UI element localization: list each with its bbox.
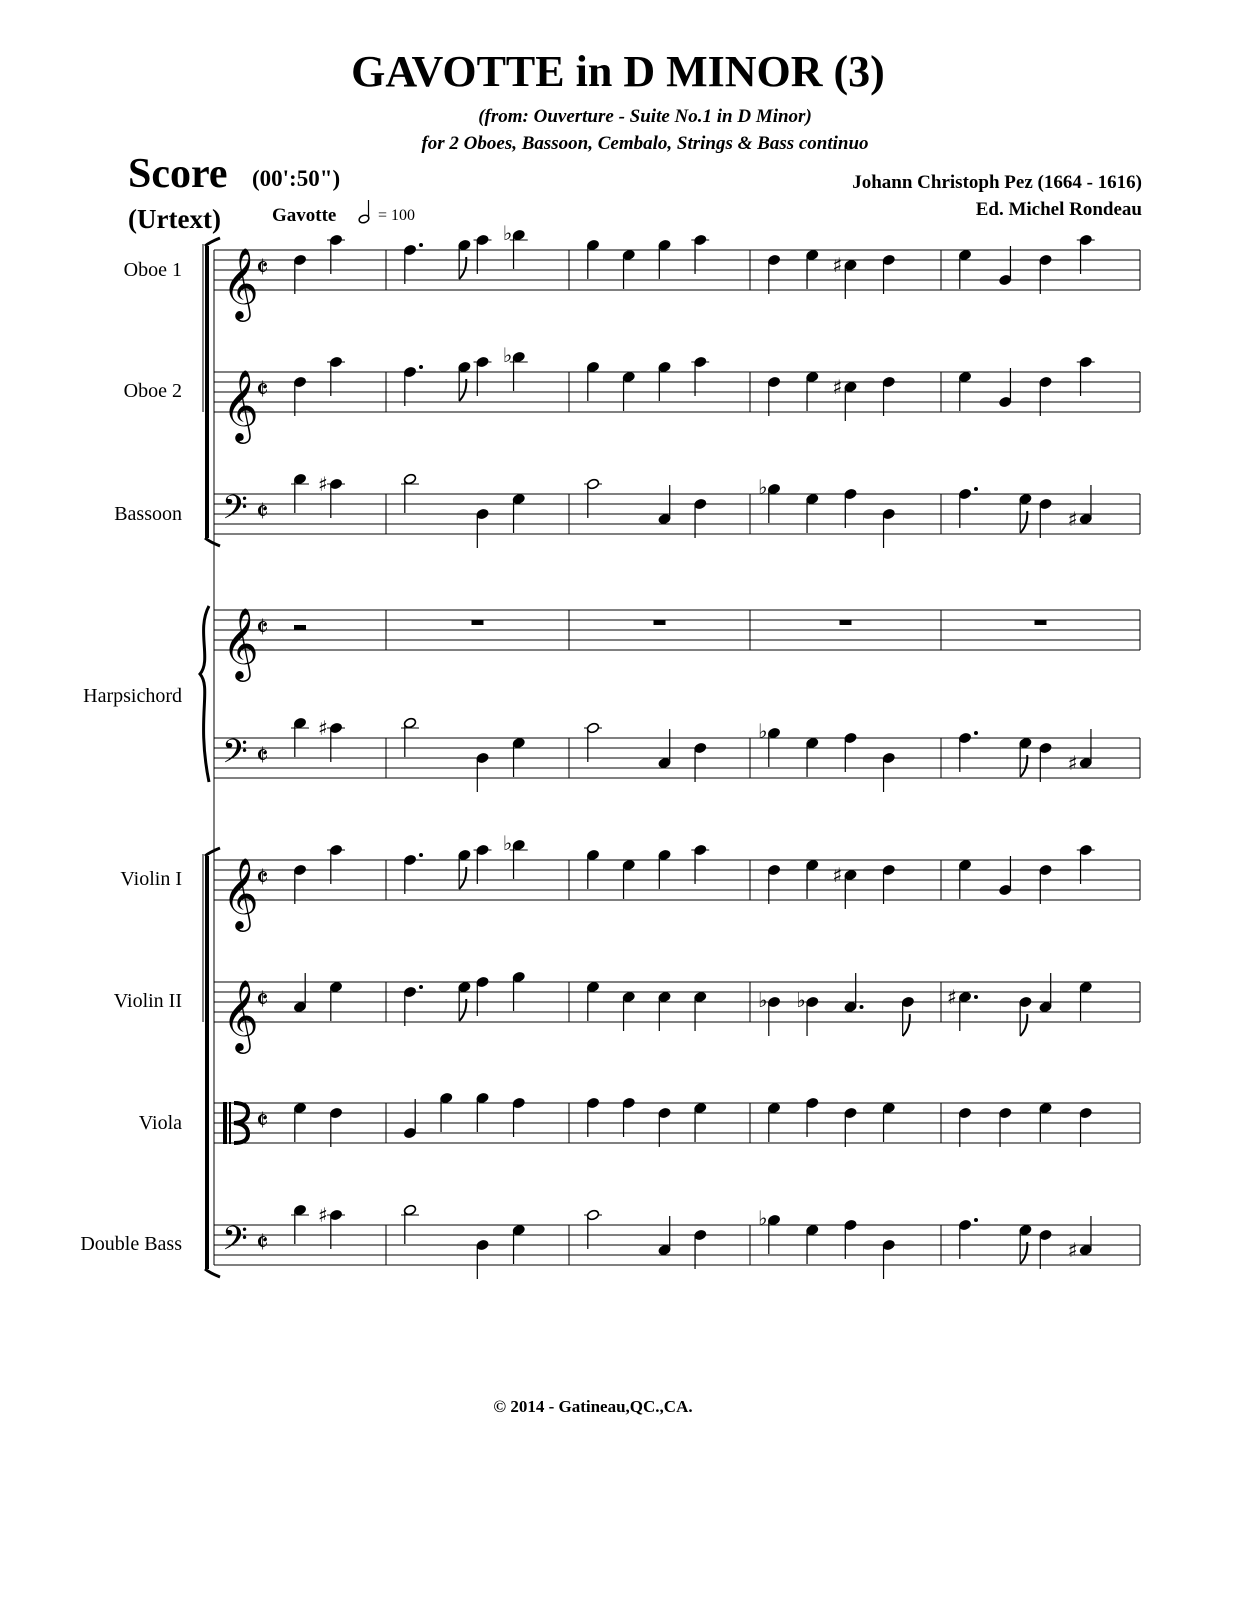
augmentation-dot	[974, 731, 978, 735]
whole-rest-icon	[654, 620, 666, 625]
composer-credit: Johann Christoph Pez (1664 - 1616)	[852, 172, 1142, 193]
augmentation-dot	[974, 995, 978, 999]
flat-icon: ♭	[796, 988, 806, 1012]
sharp-icon: ♯	[1067, 1238, 1078, 1262]
half-rest-icon	[294, 625, 306, 630]
whole-rest-icon	[472, 620, 484, 625]
sharp-icon: ♯	[318, 716, 328, 740]
flat-icon: ♭	[758, 1206, 768, 1230]
instrument-label-oboe2: Oboe 2	[123, 380, 182, 402]
alto-clef-icon	[223, 1102, 227, 1144]
edition-label: (Urtext)	[128, 204, 221, 234]
alto-clef-icon	[229, 1102, 231, 1144]
cut-time-icon: 𝄵	[256, 611, 269, 644]
sharp-icon: ♯	[832, 253, 843, 277]
augmentation-dot	[974, 1218, 978, 1222]
winds-bracket	[205, 238, 220, 246]
augmentation-dot	[419, 853, 423, 857]
augmentation-dot	[419, 243, 423, 247]
whole-rest-icon	[840, 620, 852, 625]
sharp-icon: ♯	[832, 375, 843, 399]
winds-bracket	[205, 538, 220, 546]
cut-time-icon: 𝄵	[256, 251, 269, 284]
copyright-footer: © 2014 - Gatineau,QC.,CA.	[493, 1397, 693, 1416]
duration-label: (00':50")	[252, 166, 341, 191]
sharp-icon: ♯	[318, 1203, 328, 1227]
augmentation-dot	[860, 1005, 864, 1009]
note-flag	[903, 1014, 910, 1036]
note-flag	[1020, 1014, 1027, 1036]
strings-bracket	[205, 848, 220, 856]
instrument-label-bassoon: Bassoon	[114, 503, 182, 525]
strings-bracket	[205, 856, 209, 1269]
source-subtitle: (from: Ouverture - Suite No.1 in D Minor)	[478, 106, 812, 127]
cut-time-icon: 𝄵	[256, 373, 269, 406]
score-title: GAVOTTE in D MINOR (3)	[351, 47, 885, 96]
flat-icon: ♭	[758, 988, 768, 1012]
cut-time-icon: 𝄵	[256, 1226, 269, 1259]
cut-time-icon: 𝄵	[256, 495, 269, 528]
flat-icon: ♭	[502, 221, 513, 245]
augmentation-dot	[419, 365, 423, 369]
flat-icon: ♭	[758, 475, 768, 499]
sharp-icon: ♯	[318, 472, 328, 496]
tempo-value: = 100	[378, 207, 416, 224]
treble-clef-icon: 𝄞	[222, 856, 259, 929]
flat-icon: ♭	[758, 719, 768, 743]
instrument-label-oboe1: Oboe 1	[123, 259, 182, 281]
bass-clef-icon: 𝄢	[222, 1220, 248, 1266]
sharp-icon: ♯	[1067, 751, 1078, 775]
score-label: Score	[128, 151, 228, 197]
treble-clef-icon: 𝄞	[222, 606, 259, 679]
instrument-label-violin1: Violin I	[120, 868, 182, 890]
augmentation-dot	[974, 487, 978, 491]
strings-bracket	[205, 1269, 220, 1277]
cut-time-icon: 𝄵	[256, 983, 269, 1016]
instrument-label-violin2: Violin II	[113, 990, 182, 1012]
sharp-icon: ♯	[1067, 507, 1078, 531]
bass-clef-icon: 𝄢	[222, 489, 248, 535]
cut-time-icon: 𝄵	[256, 1104, 269, 1137]
flat-icon: ♭	[502, 343, 513, 367]
treble-clef-icon: 𝄞	[222, 978, 259, 1051]
bass-clef-icon: 𝄢	[222, 733, 248, 779]
cut-time-icon: 𝄵	[256, 739, 269, 772]
sharp-icon: ♯	[947, 985, 957, 1009]
augmentation-dot	[419, 985, 423, 989]
editor-credit: Ed. Michel Rondeau	[975, 199, 1142, 220]
instrument-label-viola: Viola	[138, 1112, 182, 1134]
instrumentation-subtitle: for 2 Oboes, Bassoon, Cembalo, Strings & Bass continuo	[421, 133, 869, 154]
whole-rest-icon	[1035, 620, 1047, 625]
treble-clef-icon: 𝄞	[222, 246, 259, 319]
harpsichord-brace	[200, 606, 209, 782]
flat-icon: ♭	[502, 831, 513, 855]
sharp-icon: ♯	[832, 863, 843, 887]
cut-time-icon: 𝄵	[256, 861, 269, 894]
treble-clef-icon: 𝄞	[222, 368, 259, 441]
winds-bracket	[205, 246, 209, 538]
instrument-label-double-bass: Double Bass	[80, 1233, 182, 1255]
tempo-marking: Gavotte	[272, 205, 337, 226]
instrument-label-harpsichord: Harpsichord	[83, 685, 182, 707]
